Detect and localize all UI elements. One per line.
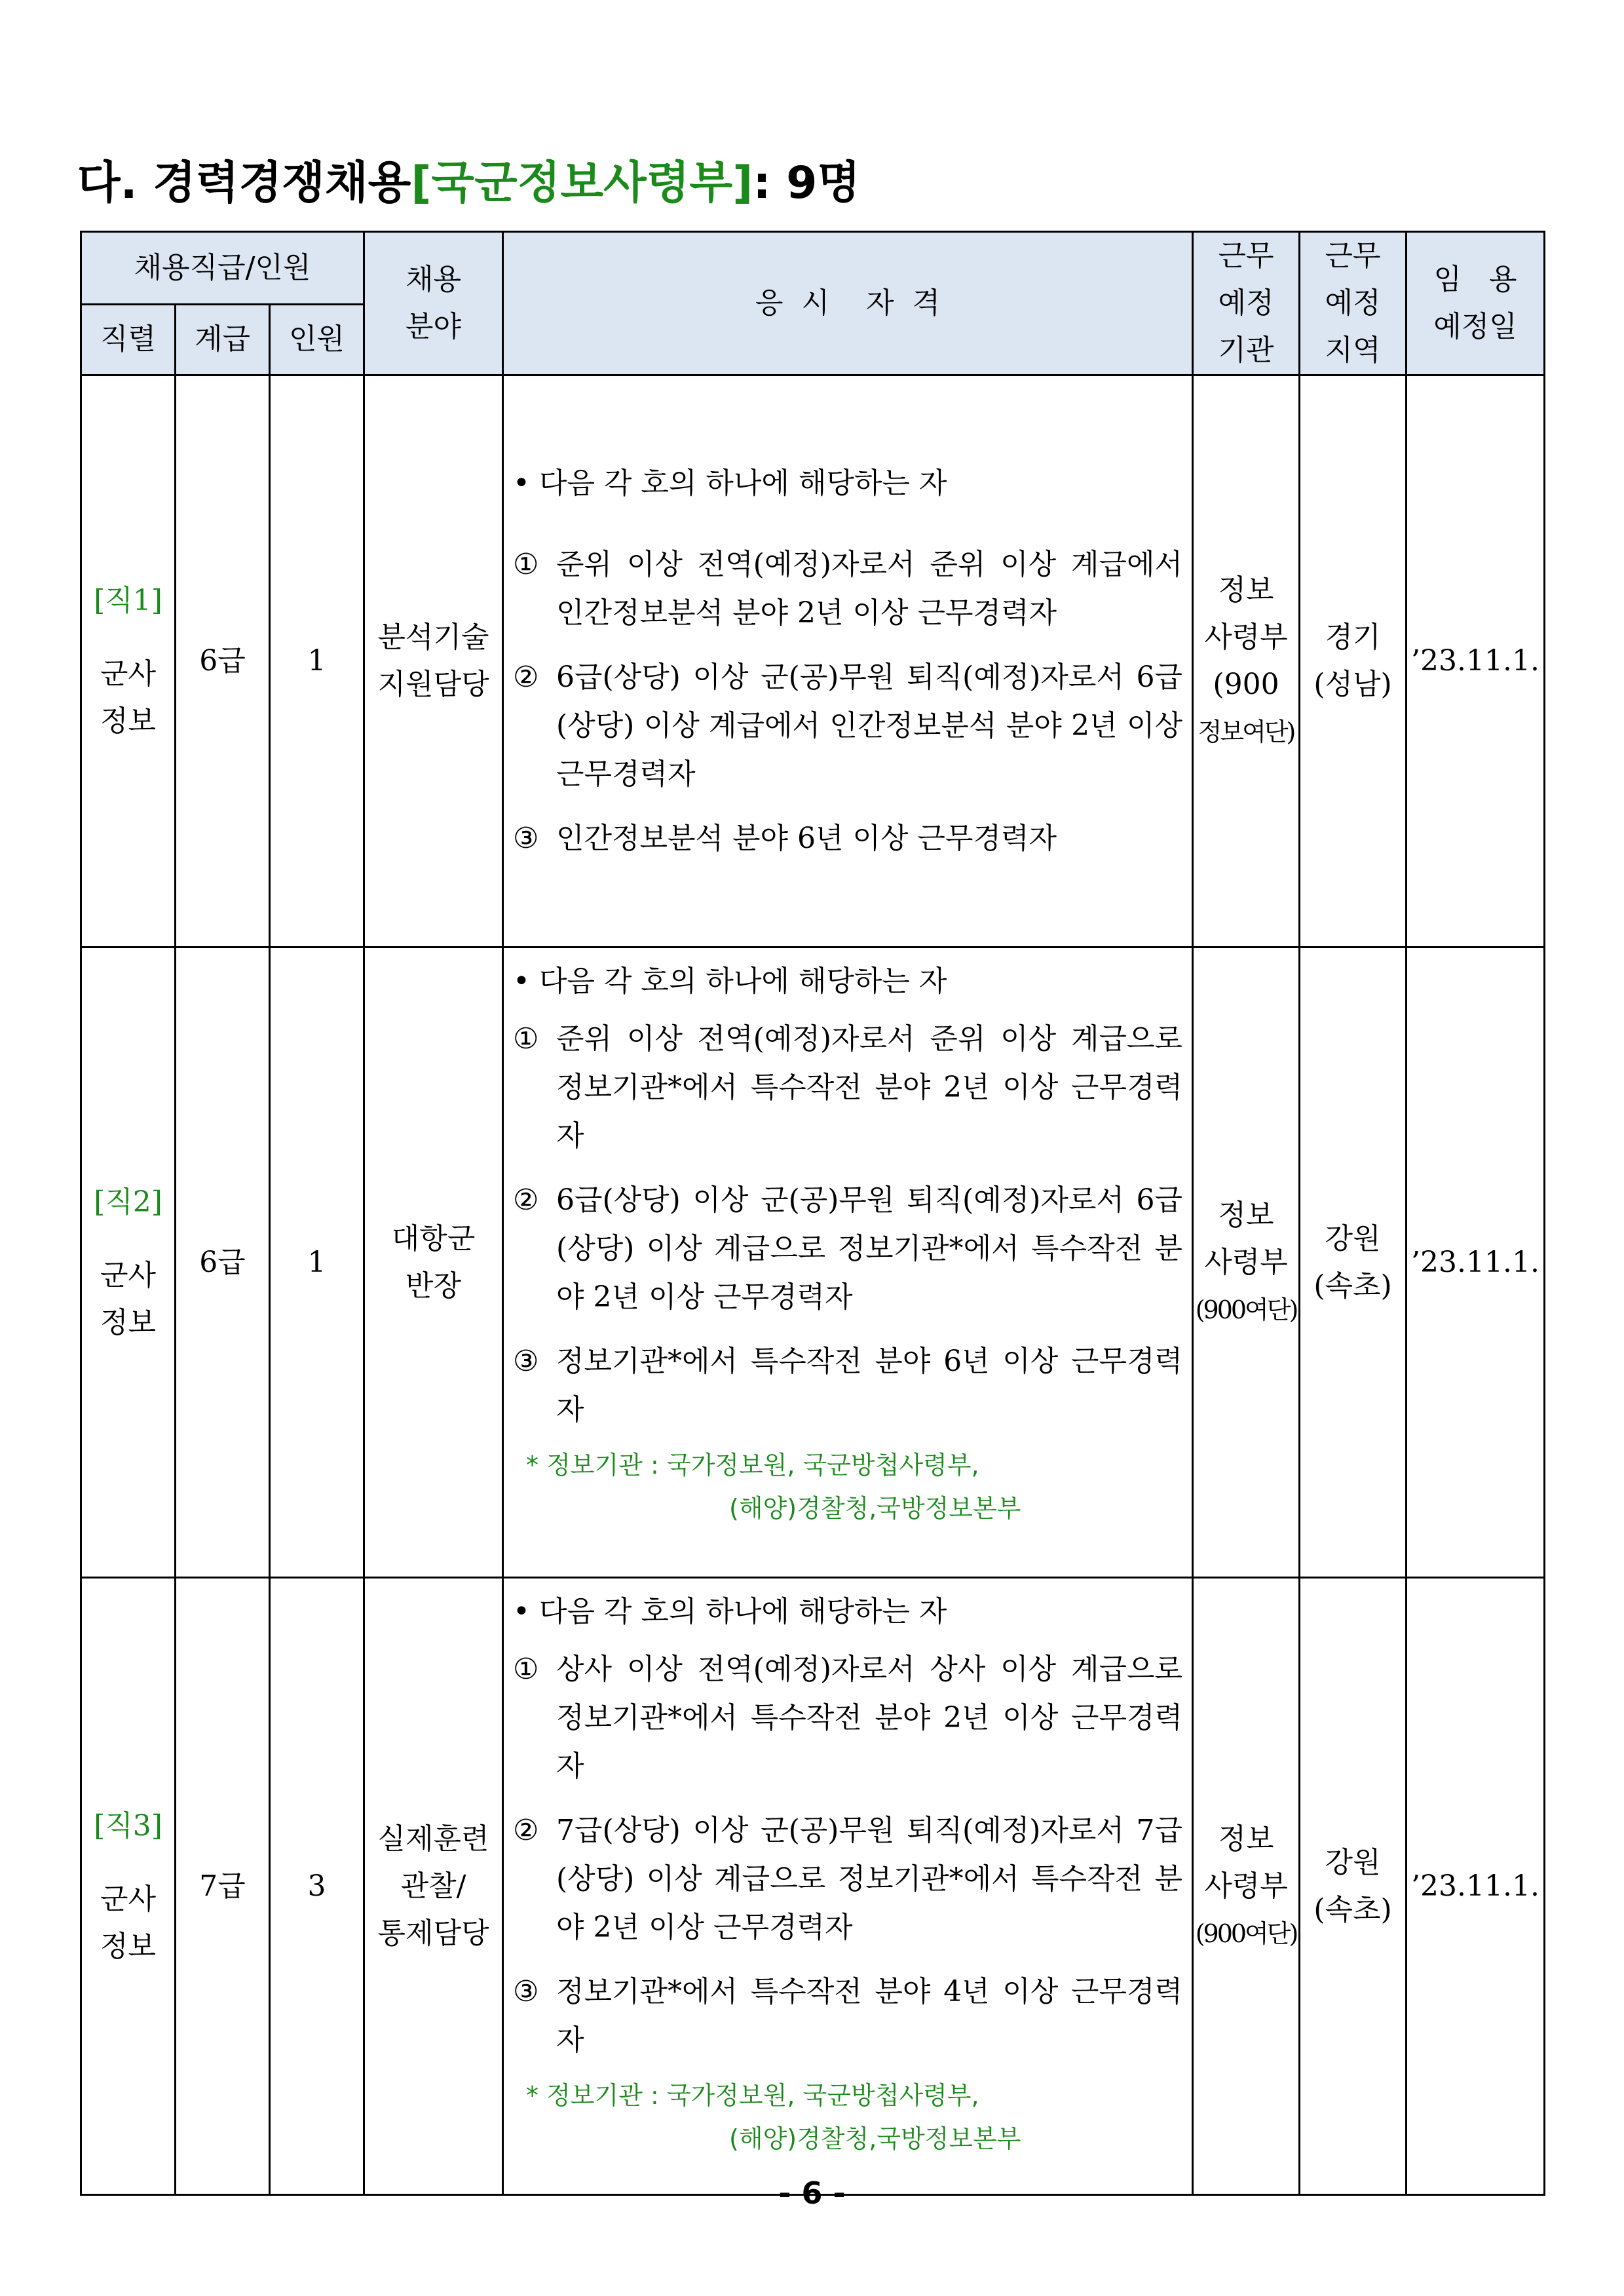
field-cell: 실제훈련 관찰/ 통제담당 <box>364 1578 503 2195</box>
note-line: (해양)경찰청,국방정보본부 <box>729 1494 1021 1523</box>
note-line: * 정보기관 : 국가정보원, 국군방첩사령부, <box>526 1451 979 1480</box>
grade-cell: 7급 <box>176 1578 270 2195</box>
qualification-cell <box>503 1578 1193 2195</box>
header-field: 채용 분야 <box>364 232 503 375</box>
recruitment-table <box>80 231 1545 2196</box>
heading-suffix: : 9명 <box>753 157 861 209</box>
qualification-intro: • 다음 각 호의 하나에 해당하는 자 <box>513 1595 947 1628</box>
header-count: 인원 <box>270 304 364 375</box>
grade-cell: 6급 <box>176 375 270 947</box>
qualification-intro: • 다음 각 호의 하나에 해당하는 자 <box>513 467 947 500</box>
series-cell: [직1] 군사 정보 <box>81 375 176 947</box>
grade-cell: 6급 <box>176 947 270 1578</box>
header-row-1 <box>81 232 1545 305</box>
header-region: 근무 예정 지역 <box>1300 232 1407 375</box>
region-cell: 경기 (성남) <box>1300 375 1407 947</box>
agency-cell: 정보 사령부 (900 정보여단) <box>1193 375 1300 947</box>
section-heading <box>77 147 860 220</box>
qualification-cell <box>503 947 1193 1578</box>
field-cell: 분석기술 지원담당 <box>364 375 503 947</box>
header-position-group: 채용직급/인원 <box>81 232 364 305</box>
agency-cell: 정보 사령부 (900여단) <box>1193 947 1300 1578</box>
date-cell: ’23.11.1. <box>1407 375 1545 947</box>
field-cell: 대항군 반장 <box>364 947 503 1578</box>
list-item: ① 상사 이상 전역(예정)자로서 상사 이상 계급으로 정보기관*에서 특수작전 분야 2년 이상 근무경력자 <box>513 1653 1183 1783</box>
note-line: * 정보기관 : 국가정보원, 국군방첩사령부, <box>526 2081 979 2110</box>
table-row <box>81 1578 1545 2195</box>
date-cell: ’23.11.1. <box>1407 947 1545 1578</box>
header-grade: 계급 <box>176 304 270 375</box>
date-cell: ’23.11.1. <box>1407 1578 1545 2195</box>
agency-cell: 정보 사령부 (900여단) <box>1193 1578 1300 2195</box>
qualification-intro: • 다음 각 호의 하나에 해당하는 자 <box>513 965 947 998</box>
list-item: ① 준위 이상 전역(예정)자로서 준위 이상 계급에서 인간정보분석 분야 2년 이상 근무경력자 <box>513 548 1182 630</box>
series-cell: [직2] 군사 정보 <box>81 947 176 1578</box>
header-series: 직렬 <box>81 304 176 375</box>
qualification-cell <box>503 375 1193 947</box>
page-number: - 6 - <box>778 2175 846 2211</box>
list-item: ② 7급(상당) 이상 군(공)무원 퇴직(예정)자로서 7급(상당) 이상 계급으로 정보기관*에서 특수작전 분야 2년 이상 근무경력자 <box>513 1814 1182 1944</box>
heading-org: [국군정보사령부] <box>411 157 753 209</box>
count-cell: 1 <box>270 947 364 1578</box>
list-item: ① 준위 이상 전역(예정)자로서 준위 이상 계급으로 정보기관*에서 특수작전 분야 2년 이상 근무경력자 <box>513 1022 1183 1153</box>
list-item: ③ 정보기관*에서 특수작전 분야 6년 이상 근무경력자 <box>513 1345 1183 1426</box>
header-qualification: 응 시 자 격 <box>503 232 1193 375</box>
series-cell: [직3] 군사 정보 <box>81 1578 176 2195</box>
table-row <box>81 947 1545 1578</box>
note-line: (해양)경찰청,국방정보본부 <box>729 2124 1021 2153</box>
list-item: ② 6급(상당) 이상 군(공)무원 퇴직(예정)자로서 6급(상당) 이상 계급에서 인간정보분석 분야 2년 이상 근무경력자 <box>513 660 1182 791</box>
header-agency: 근무 예정 기관 <box>1193 232 1300 375</box>
list-item: ② 6급(상당) 이상 군(공)무원 퇴직(예정)자로서 6급(상당) 이상 계급으로 정보기관*에서 특수작전 분야 2년 이상 근무경력자 <box>513 1183 1182 1314</box>
count-cell: 3 <box>270 1578 364 2195</box>
list-item: ③ 인간정보분석 분야 6년 이상 근무경력자 <box>513 822 1057 855</box>
count-cell: 1 <box>270 375 364 947</box>
table-row <box>81 375 1545 947</box>
heading-prefix: 다. 경력경쟁채용 <box>77 157 411 209</box>
list-item: ③ 정보기관*에서 특수작전 분야 4년 이상 근무경력자 <box>513 1975 1183 2057</box>
header-date: 임 용 예정일 <box>1407 232 1545 375</box>
region-cell: 강원 (속초) <box>1300 947 1407 1578</box>
region-cell: 강원 (속초) <box>1300 1578 1407 2195</box>
